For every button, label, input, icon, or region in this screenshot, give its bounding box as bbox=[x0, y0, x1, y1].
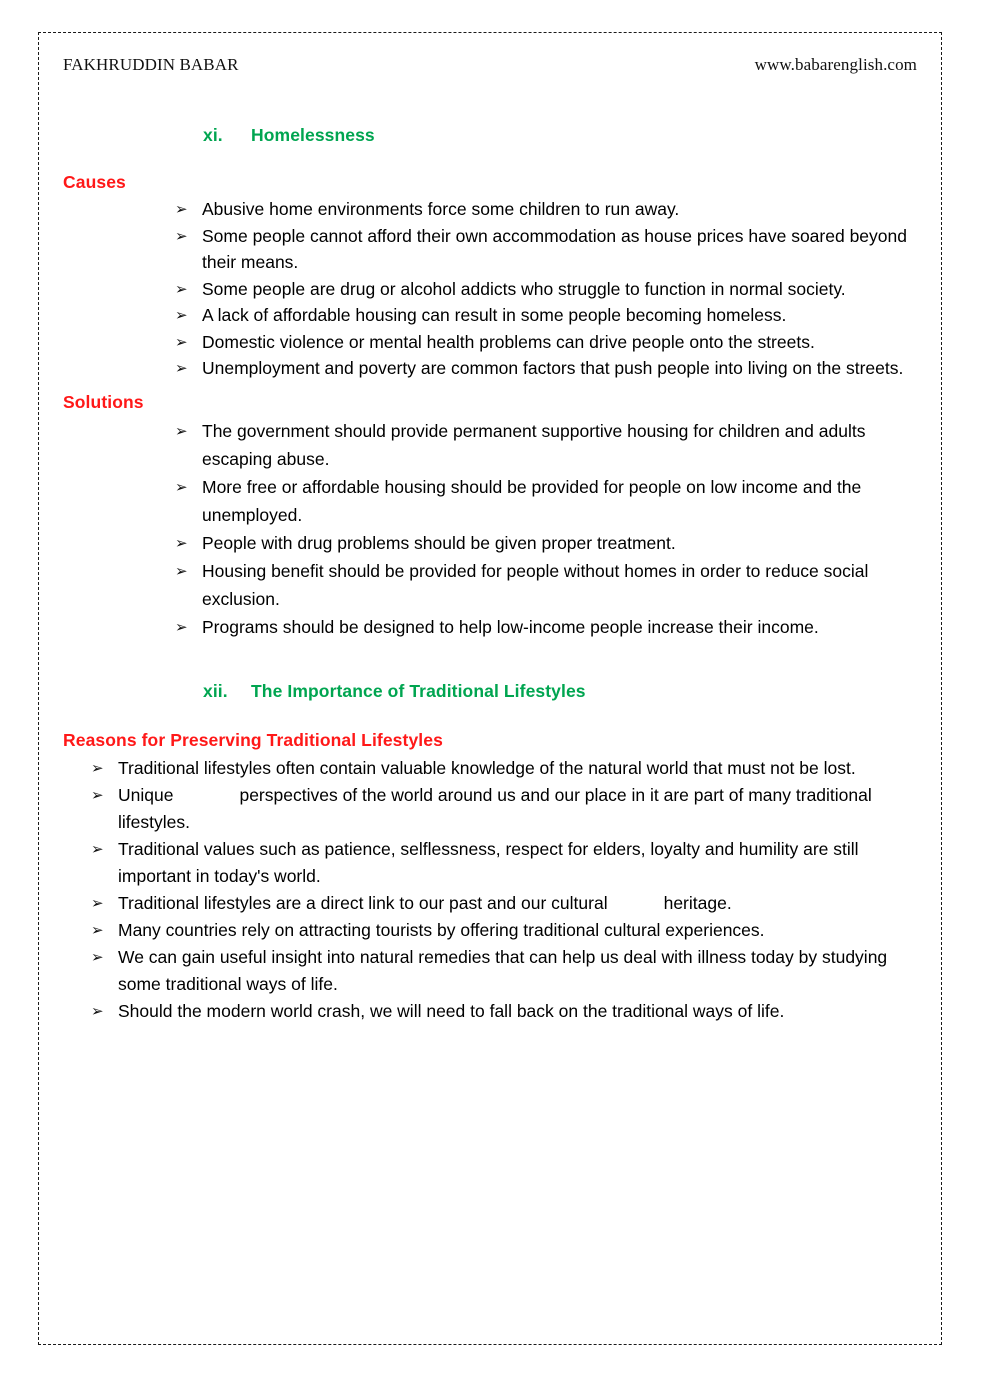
arrow-bullet-icon: ➢ bbox=[91, 758, 104, 777]
list-item bbox=[175, 613, 911, 641]
arrow-bullet-icon: ➢ bbox=[91, 1001, 104, 1020]
list-item-text-post: perspectives of the world around us and our place in it are part of many traditional lifestyles. bbox=[118, 784, 872, 832]
list-item bbox=[175, 196, 911, 223]
list-item bbox=[91, 836, 913, 890]
arrow-bullet-icon: ➢ bbox=[91, 785, 104, 804]
list-item-text bbox=[118, 890, 913, 917]
list-item-text: Programs should be designed to help low-income people increase their income. bbox=[202, 616, 819, 637]
arrow-bullet-icon: ➢ bbox=[175, 421, 188, 440]
header-website: www.babarenglish.com bbox=[754, 55, 917, 74]
section-heading-traditional-lifestyles bbox=[63, 681, 917, 702]
list-item-text: Should the modern world crash, we will need to fall back on the traditional ways of life. bbox=[118, 1000, 785, 1021]
list-item-text-pre: Traditional lifestyles are a direct link to our past and our cultural bbox=[118, 892, 608, 913]
list-item-text: The government should provide permanent supportive housing for children and adults escaping abuse. bbox=[202, 420, 866, 469]
sublabel-solutions: Solutions bbox=[63, 391, 144, 412]
document-header bbox=[63, 55, 917, 75]
list-item bbox=[175, 417, 911, 473]
list-item-text: Unemployment and poverty are common factors that push people into living on the streets. bbox=[202, 358, 904, 378]
arrow-bullet-icon: ➢ bbox=[175, 617, 188, 636]
arrow-bullet-icon: ➢ bbox=[91, 839, 104, 858]
section-title: Homelessness bbox=[251, 125, 375, 145]
list-item bbox=[91, 944, 913, 998]
arrow-bullet-icon: ➢ bbox=[91, 947, 104, 966]
list-item bbox=[175, 355, 911, 382]
arrow-bullet-icon: ➢ bbox=[175, 561, 188, 580]
arrow-bullet-icon: ➢ bbox=[175, 332, 188, 351]
list-item-text: Some people cannot afford their own accommodation as house prices have soared beyond their means. bbox=[202, 225, 907, 272]
page-content bbox=[39, 33, 941, 1344]
list-item-text: People with drug problems should be given proper treatment. bbox=[202, 532, 676, 553]
list-item-text: Many countries rely on attracting tourists by offering traditional cultural experiences. bbox=[118, 919, 765, 940]
list-item bbox=[175, 302, 911, 329]
list-item-text: A lack of affordable housing can result in some people becoming homeless. bbox=[202, 305, 787, 325]
list-item bbox=[175, 473, 911, 529]
list-item bbox=[175, 529, 911, 557]
causes-list bbox=[175, 196, 911, 382]
section-heading-homelessness bbox=[63, 125, 917, 146]
sublabel-causes: Causes bbox=[63, 172, 126, 192]
section-numeral: xii. bbox=[203, 680, 228, 701]
arrow-bullet-icon: ➢ bbox=[175, 200, 188, 218]
arrow-bullet-icon: ➢ bbox=[175, 306, 188, 324]
list-item-text-post: heritage. bbox=[663, 892, 732, 913]
list-item bbox=[91, 998, 913, 1025]
list-item-text: We can gain useful insight into natural remedies that can help us deal with illness today by studying some traditional ways of life. bbox=[118, 946, 888, 994]
arrow-bullet-icon: ➢ bbox=[91, 920, 104, 939]
list-item-text-pre: Unique bbox=[118, 784, 174, 805]
list-item-text: Housing benefit should be provided for people without homes in order to reduce social exclusion. bbox=[202, 560, 869, 609]
arrow-bullet-icon: ➢ bbox=[175, 226, 188, 245]
section-title: The Importance of Traditional Lifestyles bbox=[251, 680, 586, 701]
list-item bbox=[91, 755, 913, 782]
section-numeral: xi. bbox=[203, 125, 223, 145]
list-item-text bbox=[118, 782, 913, 836]
list-item-text: Traditional lifestyles often contain valuable knowledge of the natural world that must not be lost. bbox=[118, 757, 856, 778]
list-item-text: Some people are drug or alcohol addicts who struggle to function in normal society. bbox=[202, 278, 846, 299]
list-item-text: Traditional values such as patience, selflessness, respect for elders, loyalty and humility are still important in today's world. bbox=[118, 838, 859, 886]
list-item bbox=[175, 329, 911, 356]
list-item bbox=[91, 782, 913, 836]
arrow-bullet-icon: ➢ bbox=[175, 279, 188, 298]
reasons-list bbox=[91, 755, 913, 1025]
arrow-bullet-icon: ➢ bbox=[175, 533, 188, 552]
page-border bbox=[38, 32, 942, 1345]
arrow-bullet-icon: ➢ bbox=[175, 477, 188, 496]
list-item-text: Domestic violence or mental health problems can drive people onto the streets. bbox=[202, 331, 815, 352]
list-item bbox=[91, 917, 913, 944]
sublabel-reasons: Reasons for Preserving Traditional Lifestyles bbox=[63, 729, 443, 750]
solutions-list bbox=[175, 417, 911, 641]
list-item bbox=[175, 276, 911, 303]
list-item bbox=[175, 223, 911, 276]
list-item-text: More free or affordable housing should be provided for people on low income and the unemployed. bbox=[202, 476, 862, 525]
list-item bbox=[91, 890, 913, 917]
arrow-bullet-icon: ➢ bbox=[175, 359, 188, 377]
header-author: FAKHRUDDIN BABAR bbox=[63, 55, 239, 74]
arrow-bullet-icon: ➢ bbox=[91, 893, 104, 912]
list-item-text: Abusive home environments force some children to run away. bbox=[202, 199, 680, 219]
list-item bbox=[175, 557, 911, 613]
